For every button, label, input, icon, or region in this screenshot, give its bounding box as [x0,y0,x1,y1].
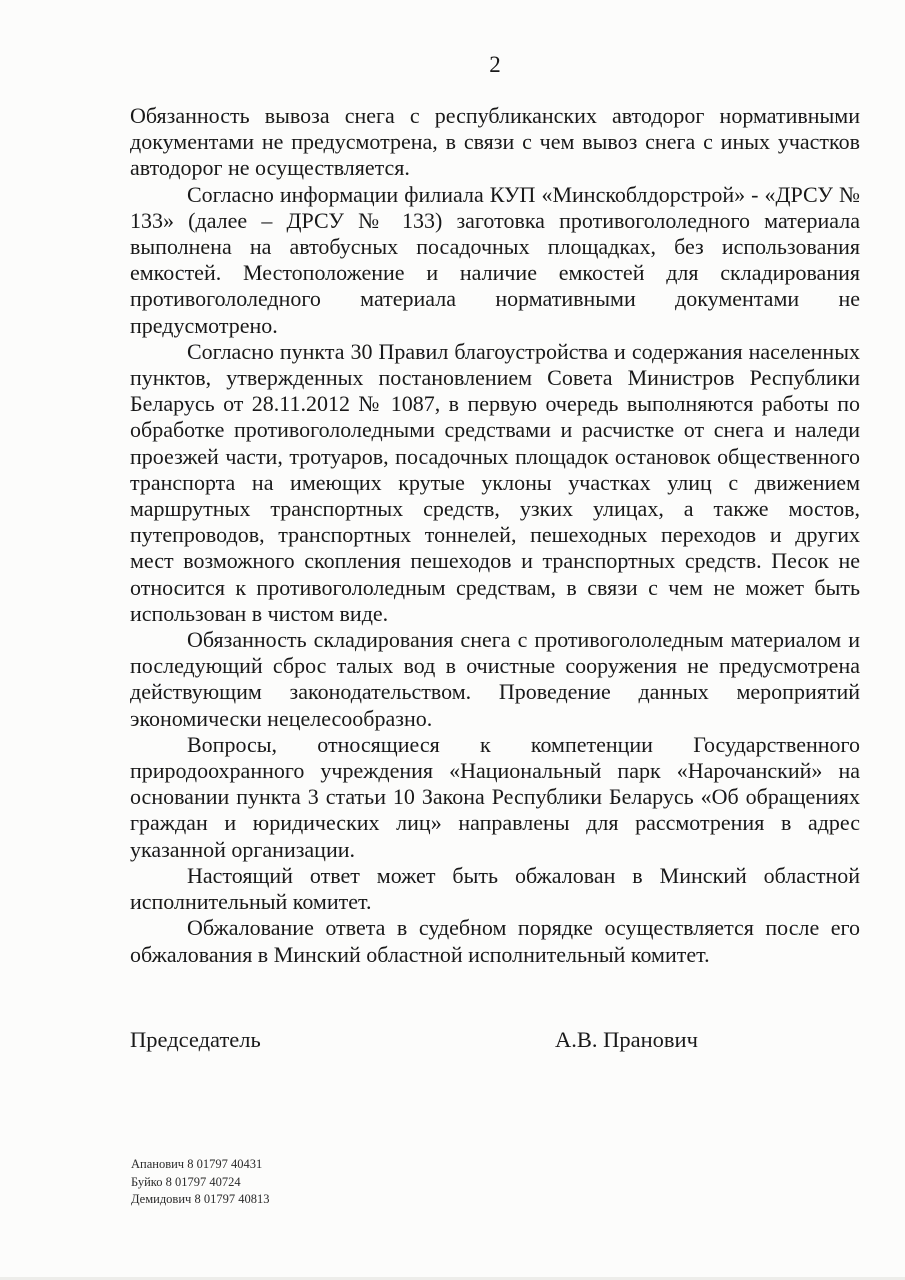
document-body [130,103,860,968]
paragraph-6: Настоящий ответ может быть обжалован в Минский областной исполнительный комитет. [130,862,860,915]
paragraph-2: Согласно информации филиала КУП «Минскоблдорстрой» - «ДРСУ № 133» (далее – ДРСУ № 133) заготовка противогололедного материала выполнена на автобусных посадочных площадках, без использования емкостей. Местоположение и наличие емкостей для складирования противогололедного материала нормативными документами не предусмотрено. [130,181,860,338]
paragraph-7: Обжалование ответа в судебном порядке осуществляется после его обжалования в Минский областной исполнительный комитет. [130,915,860,967]
paragraph-5: Вопросы, относящиеся к компетенции Государственного природоохранного учреждения «Национальный парк «Нарочанский» на основании пункта 3 статьи 10 Закона Республики Беларусь «Об обращениях граждан и юридических лиц» направлены для рассмотрения в адрес указанной организации. [130,731,860,862]
paragraph-1: Обязанность вывоза снега с республиканских автодорог нормативными документами не предусмотрена, в связи с чем вывоз снега с иных участков автодорог не осуществляется. [130,103,860,181]
document-content [130,0,860,968]
contact-line: Апанович 8 01797 40431 [131,1157,263,1171]
signature-name: А.В. Пранович [555,1027,698,1052]
contact-line: Буйко 8 01797 40724 [131,1174,241,1189]
signature-title: Председатель [130,1027,261,1052]
contact-line: Демидович 8 01797 40813 [131,1192,270,1206]
contact-footer [131,1156,269,1209]
page-number: 2 [489,52,501,77]
signature-block [130,1026,860,1054]
paragraph-4: Обязанность складирования снега с противогололедным материалом и последующий сброс талых вод в очистные сооружения не предусмотрена действующим законодательством. Проведение данных мероприятий экономически нецелесообразно. [130,627,860,731]
paragraph-3: Согласно пункта 30 Правил благоустройства и содержания населенных пунктов, утвержденных постановлением Совета Министров Республики Беларусь от 28.11.2012 № 1087, в первую очередь выполняются работы по обработке противогололедными средствами и расчистке от снега и наледи проезжей части, тротуаров, посадочных площадок остановок общественного транспорта на имеющих крутые уклоны участках улиц с движением маршрутных транспортных средств, узких улицах, а также мостов, путепроводов, транспортных тоннелей, пешеходных переходов и других мест возможного скопления пешеходов и транспортных средств. Песок не относится к противогололедным средствам, в связи с чем не может быть использован в чистом виде. [130,338,860,626]
